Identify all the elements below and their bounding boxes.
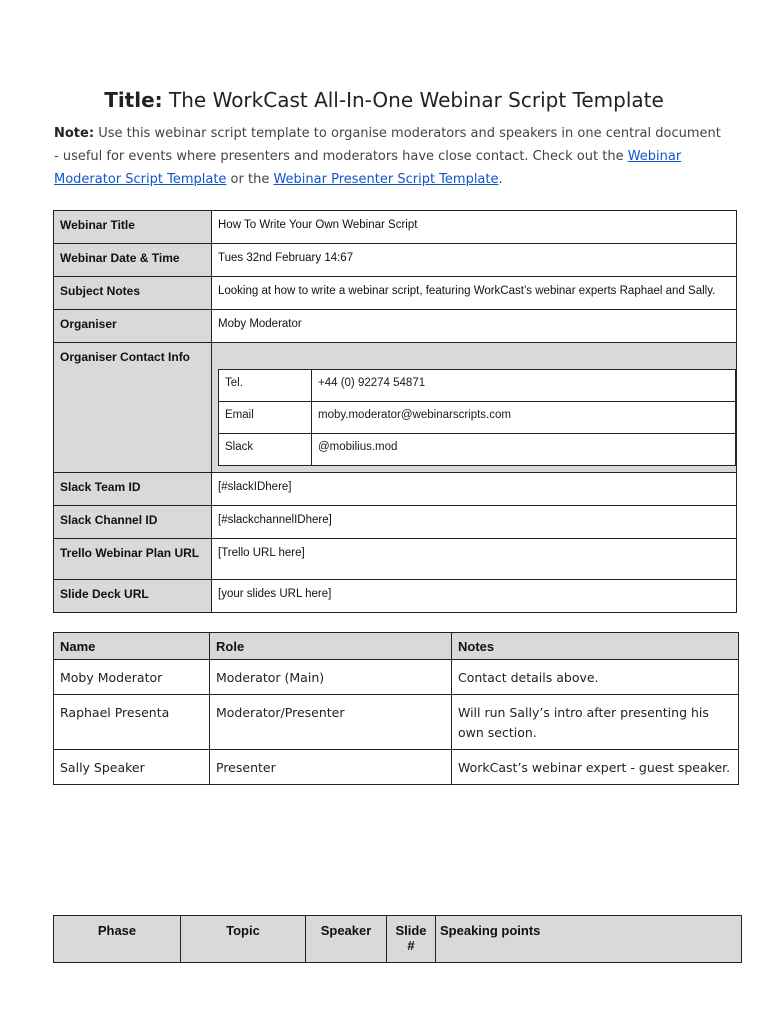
phase-table: [53, 915, 742, 963]
note-text-2: or the: [226, 172, 274, 187]
trello-value[interactable]: [Trello URL here]: [212, 539, 737, 580]
row-organiser: [54, 310, 737, 343]
slack-channel-label: Slack Channel ID: [54, 506, 212, 539]
organiser-value[interactable]: Moby Moderator: [212, 310, 737, 343]
title-text: The WorkCast All-In-One Webinar Script Template: [169, 88, 664, 112]
note-paragraph: [54, 122, 726, 191]
header-role: Role: [210, 633, 452, 660]
title-label: Title:: [104, 88, 163, 112]
person-notes[interactable]: WorkCast’s webinar expert - guest speaker.: [452, 750, 739, 785]
header-phase: Phase: [54, 916, 181, 963]
trello-label: Trello Webinar Plan URL: [54, 539, 212, 580]
contact-cell: [212, 343, 737, 473]
header-speaking-points: Speaking points: [436, 916, 742, 963]
person-role[interactable]: Moderator (Main): [210, 660, 452, 695]
contact-key: Email: [219, 402, 312, 434]
person-name[interactable]: Moby Moderator: [54, 660, 210, 695]
header-notes: Notes: [452, 633, 739, 660]
contact-value[interactable]: +44 (0) 92274 54871: [312, 370, 736, 402]
contact-value[interactable]: moby.moderator@webinarscripts.com: [312, 402, 736, 434]
date-label: Webinar Date & Time: [54, 244, 212, 277]
date-value[interactable]: Tues 32nd February 14:67: [212, 244, 737, 277]
subject-value[interactable]: Looking at how to write a webinar script, featuring WorkCast’s webinar experts Raphael and Sally.: [212, 277, 737, 310]
note-label: Note:: [54, 126, 95, 141]
row-contact: [54, 343, 737, 473]
contact-row: [219, 434, 736, 466]
person-name[interactable]: Sally Speaker: [54, 750, 210, 785]
slides-label: Slide Deck URL: [54, 580, 212, 613]
table-row: [54, 695, 739, 750]
note-text-1: Use this webinar script template to organise moderators and speakers in one central document - useful for events where presenters and moderators have close contact. Check out the: [54, 126, 721, 164]
header-slide-number: Slide #: [387, 916, 436, 963]
person-notes[interactable]: Contact details above.: [452, 660, 739, 695]
row-slack-team: [54, 473, 737, 506]
moderator-template-link[interactable]: Webinar Moderator Script Template: [54, 149, 682, 187]
page-title: [0, 88, 768, 112]
contact-table: [218, 369, 736, 466]
contact-key: Slack: [219, 434, 312, 466]
header-topic: Topic: [181, 916, 306, 963]
organiser-label: Organiser: [54, 310, 212, 343]
person-notes[interactable]: Will run Sally’s intro after presenting his own section.: [452, 695, 739, 750]
contact-row: [219, 370, 736, 402]
row-slack-channel: [54, 506, 737, 539]
row-trello: [54, 539, 737, 580]
contact-value[interactable]: @mobilius.mod: [312, 434, 736, 466]
phase-header-row: [54, 916, 742, 963]
contact-label: Organiser Contact Info: [54, 343, 212, 473]
people-header-row: [54, 633, 739, 660]
slack-channel-value[interactable]: [#slackchannelIDhere]: [212, 506, 737, 539]
contact-key: Tel.: [219, 370, 312, 402]
presenter-template-link[interactable]: Webinar Presenter Script Template: [273, 172, 499, 187]
person-role[interactable]: Moderator/Presenter: [210, 695, 452, 750]
slides-value[interactable]: [your slides URL here]: [212, 580, 737, 613]
table-row: [54, 660, 739, 695]
webinar-info-table: [53, 210, 737, 613]
row-webinar-title: [54, 211, 737, 244]
webinar-title-value[interactable]: How To Write Your Own Webinar Script: [212, 211, 737, 244]
person-role[interactable]: Presenter: [210, 750, 452, 785]
people-table: [53, 632, 739, 785]
slack-team-value[interactable]: [#slackIDhere]: [212, 473, 737, 506]
subject-label: Subject Notes: [54, 277, 212, 310]
webinar-title-label: Webinar Title: [54, 211, 212, 244]
table-row: [54, 750, 739, 785]
row-slides: [54, 580, 737, 613]
header-name: Name: [54, 633, 210, 660]
row-date: [54, 244, 737, 277]
person-name[interactable]: Raphael Presenta: [54, 695, 210, 750]
slack-team-label: Slack Team ID: [54, 473, 212, 506]
header-speaker: Speaker: [306, 916, 387, 963]
contact-row: [219, 402, 736, 434]
note-text-3: .: [498, 172, 503, 187]
row-subject: [54, 277, 737, 310]
